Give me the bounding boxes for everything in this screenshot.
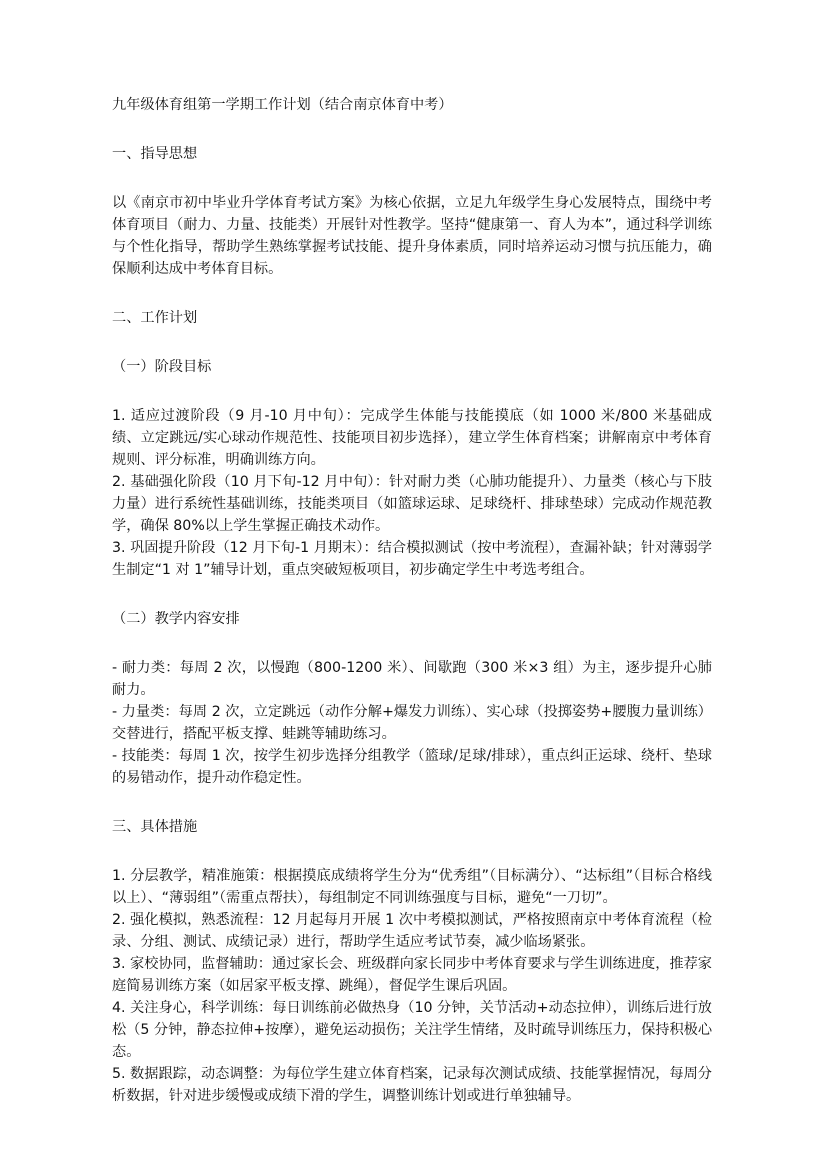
document-page [112,94,712,1107]
stage-goals-list [112,405,712,581]
section-heading-measures: 三、具体措施 [112,819,198,835]
list-item: 3. 家校协同，监督辅助：通过家长会、班级群向家长同步中考体育要求与学生训练进度，推荐家庭简易训练方案（如居家平板支撑、跳绳），督促学生课后巩固。 [112,956,712,994]
list-item: 5. 数据跟踪，动态调整：为每位学生建立体育档案，记录每次测试成绩、技能掌握情况，每周分析数据，针对进步缓慢或成绩下滑的学生，调整训练计划或进行单独辅导。 [112,1066,712,1104]
list-item: 1. 分层教学，精准施策：根据摸底成绩将学生分为“优秀组”（目标满分）、“达标组”（目标合格线以上）、“薄弱组”（需重点帮扶），每组制定不同训练强度与目标，避免“一刀切”。 [112,868,712,906]
list-item: - 力量类：每周 2 次，立定跳远（动作分解+爆发力训练）、实心球（投掷姿势+腰腹力量训练）交替进行，搭配平板支撑、蛙跳等辅助练习。 [112,704,712,742]
list-item: - 技能类：每周 1 次，按学生初步选择分组教学（篮球/足球/排球），重点纠正运球、绕杆、垫球的易错动作，提升动作稳定性。 [112,748,712,786]
subsection-heading-teaching-content: （二）教学内容安排 [112,611,240,627]
list-item: 1. 适应过渡阶段（9 月-10 月中旬）：完成学生体能与技能摸底（如 1000 米/800 米基础成绩、立定跳远/实心球动作规范性、技能项目初步选择），建立学生体育档案；讲解南京中考体育规则、评分标准，明确训练方向。 [112,408,712,468]
measures-list [112,865,712,1107]
section-heading-work-plan: 二、工作计划 [112,310,198,326]
list-item: 2. 基础强化阶段（10 月下旬-12 月中旬）：针对耐力类（心肺功能提升）、力量类（核心与下肢力量）进行系统性基础训练，技能类项目（如篮球运球、足球绕杆、排球垫球）完成动作规范教学，确保 80%以上学生掌握正确技术动作。 [112,474,712,534]
section-heading-guiding-ideology: 一、指导思想 [112,146,198,162]
list-item: 2. 强化模拟，熟悉流程：12 月起每月开展 1 次中考模拟测试，严格按照南京中考体育流程（检录、分组、测试、成绩记录）进行，帮助学生适应考试节奏，减少临场紧张。 [112,912,712,950]
list-item: - 耐力类：每周 2 次，以慢跑（800-1200 米）、间歇跑（300 米×3 组）为主，逐步提升心肺耐力。 [112,660,712,698]
teaching-content-list [112,657,712,789]
document-title: 九年级体育组第一学期工作计划（结合南京体育中考） [112,97,453,113]
list-item: 4. 关注身心，科学训练：每日训练前必做热身（10 分钟，关节活动+动态拉伸），训练后进行放松（5 分钟，静态拉伸+按摩），避免运动损伤；关注学生情绪，及时疏导训练压力，保持积极心态。 [112,1000,713,1060]
guiding-ideology-paragraph: 以《南京市初中毕业升学体育考试方案》为核心依据，立足九年级学生身心发展特点，围绕中考体育项目（耐力、力量、技能类）开展针对性教学。坚持“健康第一、育人为本”，通过科学训练与个性化指导，帮助学生熟练掌握考试技能、提升身体素质，同时培养运动习惯与抗压能力，确保顺利达成中考体育目标。 [112,195,712,277]
subsection-heading-stage-goals: （一）阶段目标 [112,359,212,375]
list-item: 3. 巩固提升阶段（12 月下旬-1 月期末）：结合模拟测试（按中考流程），查漏补缺；针对薄弱学生制定“1 对 1”辅导计划，重点突破短板项目，初步确定学生中考选考组合。 [112,540,712,578]
